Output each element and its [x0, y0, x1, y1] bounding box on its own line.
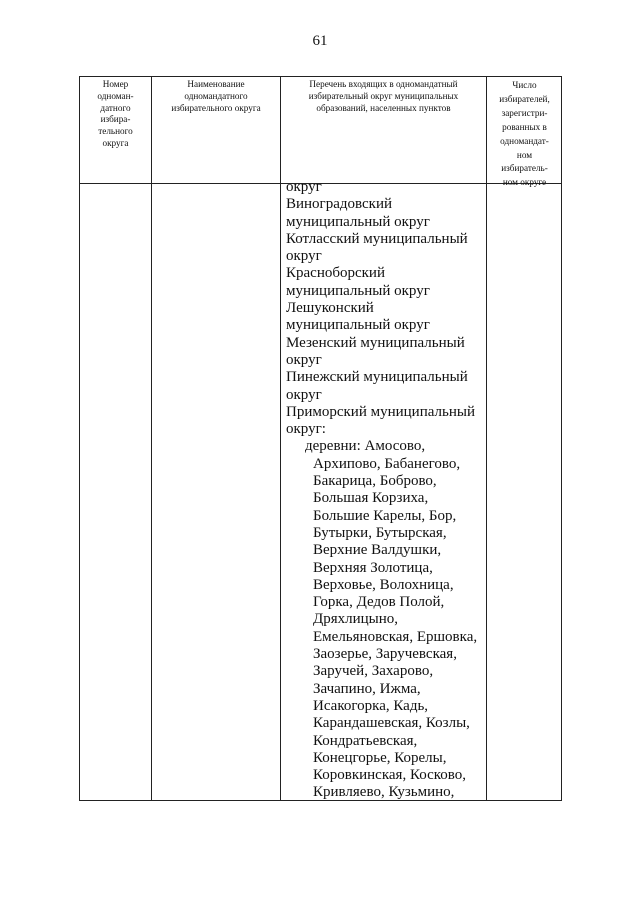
list-item: Виноградовский	[286, 196, 392, 213]
list-item: деревни: Амосово,	[305, 438, 426, 455]
list-item: Исакогорка, Кадь,	[313, 697, 429, 714]
list-item: Большая Корзиха,	[313, 490, 429, 507]
list-item: Заручей, Захарово,	[313, 663, 434, 680]
list-item: Пинежский муниципальный	[286, 369, 468, 386]
list-item: Конецгорье, Корелы,	[313, 749, 447, 766]
list-item: Зачапино, Ижма,	[313, 680, 421, 697]
list-item: Верховье, Волохница,	[313, 576, 454, 593]
list-item: муниципальный округ	[286, 317, 430, 334]
list-item: Дряхлицыно,	[313, 611, 399, 628]
column-divider	[280, 77, 281, 800]
list-item: Горка, Дедов Полой,	[313, 594, 445, 611]
district-table	[79, 76, 562, 801]
list-item: округ	[286, 351, 322, 368]
list-item: Кондратьевская,	[313, 732, 418, 749]
list-item: Бутырки, Бутырская,	[313, 524, 447, 541]
list-item: Приморский муниципальный	[286, 403, 475, 420]
municipalities-list-cell	[286, 179, 486, 802]
list-item: Большие Карелы, Бор,	[313, 507, 457, 524]
list-item: округ	[286, 179, 322, 195]
list-item: Коровкинская, Косково,	[313, 767, 467, 784]
list-item: округ	[286, 248, 322, 265]
page-number: 61	[312, 33, 328, 49]
list-item: Бакарица, Боброво,	[313, 473, 437, 490]
header-municipalities-list: Перечень входящих в одномандатный избирательный округ муниципальных образований, населенных пунктов	[308, 79, 459, 113]
list-item: Лешуконский	[286, 300, 374, 317]
list-item: Мезенский муниципальный	[286, 334, 465, 351]
list-item: округ:	[286, 421, 326, 438]
column-divider	[151, 77, 152, 800]
header-district-number: Номер одноман- датного избира- тельного округа	[97, 79, 134, 148]
list-item: Красноборский	[286, 265, 385, 282]
list-item: Заозерье, Заручевская,	[313, 646, 457, 663]
list-item: округ	[286, 386, 322, 403]
list-item: Котласский муниципальный	[286, 230, 468, 247]
list-item: Архипово, Бабанегово,	[313, 455, 461, 472]
list-item: муниципальный округ	[286, 213, 430, 230]
list-item: Верхняя Золотица,	[313, 559, 433, 576]
list-item: муниципальный округ	[286, 282, 430, 299]
header-voter-count: Число избирателей, зарегистри- рованных в одномандат- ном избиратель- ном округе	[499, 80, 550, 188]
list-item: Емельяновская, Ершовка,	[313, 628, 478, 645]
header-district-name: Наименование одномандатного избирательного округа	[171, 79, 261, 113]
list-item: Карандашевская, Козлы,	[313, 715, 470, 732]
list-item: Верхние Валдушки,	[313, 542, 442, 559]
list-item: Кривляево, Кузьмино,	[313, 784, 455, 801]
